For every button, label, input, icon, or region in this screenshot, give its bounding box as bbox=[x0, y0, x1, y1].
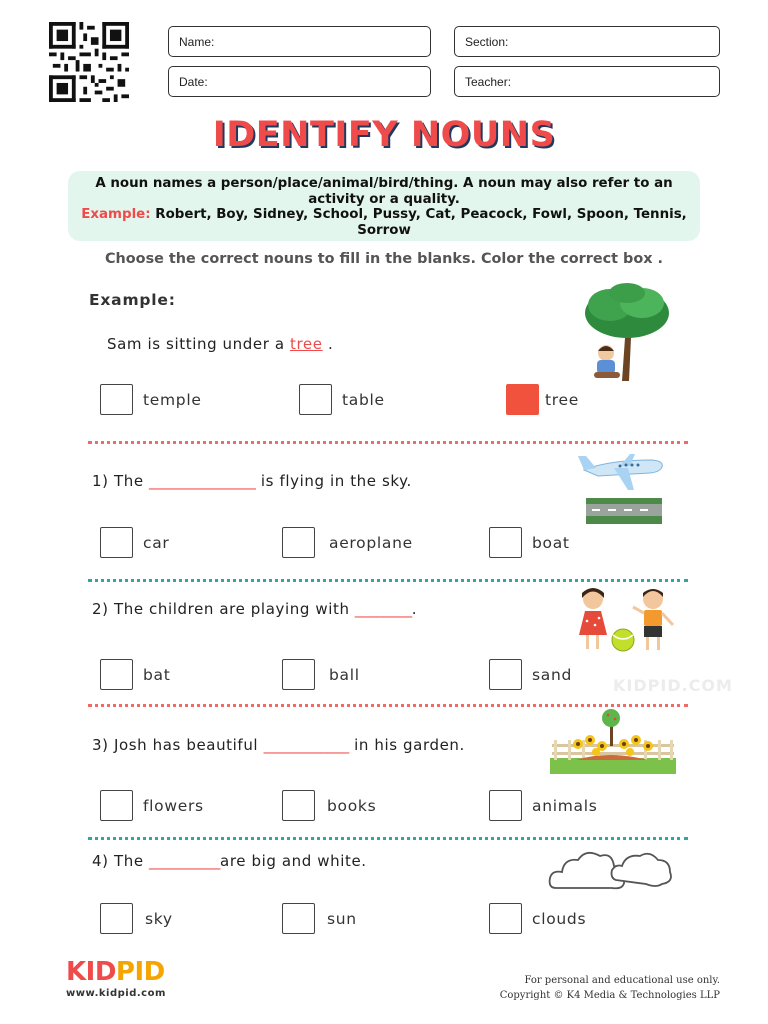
option-label: tree bbox=[545, 390, 579, 409]
option-checkbox[interactable] bbox=[100, 384, 133, 415]
question-4-option-clouds[interactable] bbox=[489, 903, 586, 934]
option-label: animals bbox=[532, 796, 598, 815]
option-checkbox[interactable] bbox=[100, 659, 133, 690]
option-label: aeroplane bbox=[329, 533, 413, 552]
worksheet-title: IDENTIFY NOUNS bbox=[212, 115, 556, 155]
example-option-table[interactable] bbox=[299, 384, 385, 415]
name-label: Name: bbox=[179, 35, 215, 49]
logo-part-pid: PID bbox=[115, 957, 165, 987]
option-label: clouds bbox=[532, 909, 587, 928]
name-field[interactable] bbox=[168, 26, 431, 57]
footer-copyright: Copyright © K4 Media & Technologies LLP bbox=[499, 990, 720, 1001]
option-checkbox[interactable] bbox=[282, 903, 315, 934]
logo-url: www.kidpid.com bbox=[66, 988, 166, 999]
question-3-option-flowers[interactable] bbox=[100, 790, 204, 821]
question-3-option-books[interactable] bbox=[282, 790, 376, 821]
question-1-option-car[interactable] bbox=[100, 527, 170, 558]
definition-examples bbox=[68, 207, 700, 238]
option-checkbox[interactable] bbox=[489, 790, 522, 821]
option-checkbox[interactable] bbox=[282, 527, 315, 558]
garden-illustration bbox=[548, 708, 678, 776]
question-4-sentence bbox=[92, 852, 367, 870]
instruction-text: Choose the correct nouns to fill in the blanks. Color the correct box . bbox=[104, 251, 663, 267]
section-field[interactable] bbox=[454, 26, 720, 57]
qr-code bbox=[46, 22, 132, 102]
teacher-label: Teacher: bbox=[465, 75, 512, 89]
question-text: 4) The bbox=[92, 852, 150, 870]
option-checkbox[interactable] bbox=[489, 903, 522, 934]
date-field[interactable] bbox=[168, 66, 431, 97]
question-1-sentence bbox=[92, 472, 412, 490]
question-text: . bbox=[411, 600, 418, 618]
question-text: 1) The bbox=[92, 472, 150, 490]
copyright-footer bbox=[500, 973, 720, 1003]
question-blank: _______________ bbox=[149, 472, 256, 490]
option-label: sky bbox=[145, 909, 173, 928]
question-text: is flying in the sky. bbox=[255, 472, 412, 490]
option-label: boat bbox=[532, 533, 570, 552]
example-heading: Example: bbox=[89, 291, 176, 309]
question-text: in his garden. bbox=[348, 736, 465, 754]
example-sentence-end: . bbox=[322, 335, 334, 353]
question-blank: ____________ bbox=[263, 736, 349, 754]
question-blank: ________ bbox=[354, 600, 412, 618]
option-checkbox[interactable] bbox=[282, 790, 315, 821]
option-label: flowers bbox=[143, 796, 204, 815]
watermark: KIDPID.COM bbox=[613, 676, 733, 695]
option-label: bat bbox=[143, 665, 171, 684]
definition-box bbox=[68, 171, 700, 241]
question-4-option-sun[interactable] bbox=[282, 903, 357, 934]
definition-example-label: Example: bbox=[81, 207, 151, 222]
teacher-field[interactable] bbox=[454, 66, 720, 97]
example-sentence bbox=[107, 335, 333, 353]
question-text: are big and white. bbox=[220, 852, 367, 870]
definition-example-text: Robert, Boy, Sidney, School, Pussy, Cat, Peacock, Fowl, Spoon, Tennis, Sorrow bbox=[155, 207, 687, 238]
date-label: Date: bbox=[179, 75, 208, 89]
question-3-sentence bbox=[92, 736, 465, 754]
option-label: ball bbox=[329, 665, 360, 684]
section-divider bbox=[88, 441, 688, 444]
option-checkbox[interactable] bbox=[489, 659, 522, 690]
section-label: Section: bbox=[465, 35, 509, 49]
children-playing-illustration bbox=[573, 585, 677, 655]
example-sentence-start: Sam is sitting under a bbox=[107, 335, 291, 353]
footer-usage-note: For personal and educational use only. bbox=[524, 975, 720, 986]
question-1-option-boat[interactable] bbox=[489, 527, 570, 558]
option-label: table bbox=[342, 390, 385, 409]
question-blank: __________ bbox=[149, 852, 221, 870]
question-text: 2) The children are playing with bbox=[92, 600, 355, 618]
option-checkbox-selected[interactable] bbox=[506, 384, 539, 415]
section-divider bbox=[88, 704, 688, 707]
option-checkbox[interactable] bbox=[282, 659, 315, 690]
logo-part-kid: KID bbox=[66, 957, 116, 987]
option-checkbox[interactable] bbox=[100, 527, 133, 558]
option-label: temple bbox=[143, 390, 202, 409]
option-checkbox[interactable] bbox=[299, 384, 332, 415]
question-text: 3) Josh has beautiful bbox=[92, 736, 264, 754]
kidpid-logo bbox=[66, 958, 166, 999]
section-divider bbox=[88, 837, 688, 840]
option-label: sand bbox=[532, 665, 573, 684]
question-1-option-aeroplane[interactable] bbox=[282, 527, 413, 558]
example-option-tree[interactable] bbox=[506, 384, 579, 415]
option-checkbox[interactable] bbox=[100, 903, 133, 934]
question-2-option-sand[interactable] bbox=[489, 659, 572, 690]
section-divider bbox=[88, 579, 688, 582]
question-2-option-bat[interactable] bbox=[100, 659, 171, 690]
option-checkbox[interactable] bbox=[489, 527, 522, 558]
clouds-illustration bbox=[546, 844, 676, 900]
example-answer: tree bbox=[290, 335, 323, 353]
question-4-option-sky[interactable] bbox=[100, 903, 173, 934]
question-2-option-ball[interactable] bbox=[282, 659, 360, 690]
logo-wordmark bbox=[66, 958, 166, 986]
aeroplane-illustration bbox=[578, 448, 668, 528]
tree-with-boy-illustration bbox=[582, 283, 672, 383]
question-3-option-animals[interactable] bbox=[489, 790, 598, 821]
option-label: sun bbox=[327, 909, 357, 928]
question-2-sentence bbox=[92, 600, 417, 618]
option-label: books bbox=[327, 796, 377, 815]
example-option-temple[interactable] bbox=[100, 384, 202, 415]
definition-text: A noun names a person/place/animal/bird/thing. A noun may also refer to an activity or a quality. bbox=[95, 176, 673, 207]
option-checkbox[interactable] bbox=[100, 790, 133, 821]
option-label: car bbox=[143, 533, 170, 552]
